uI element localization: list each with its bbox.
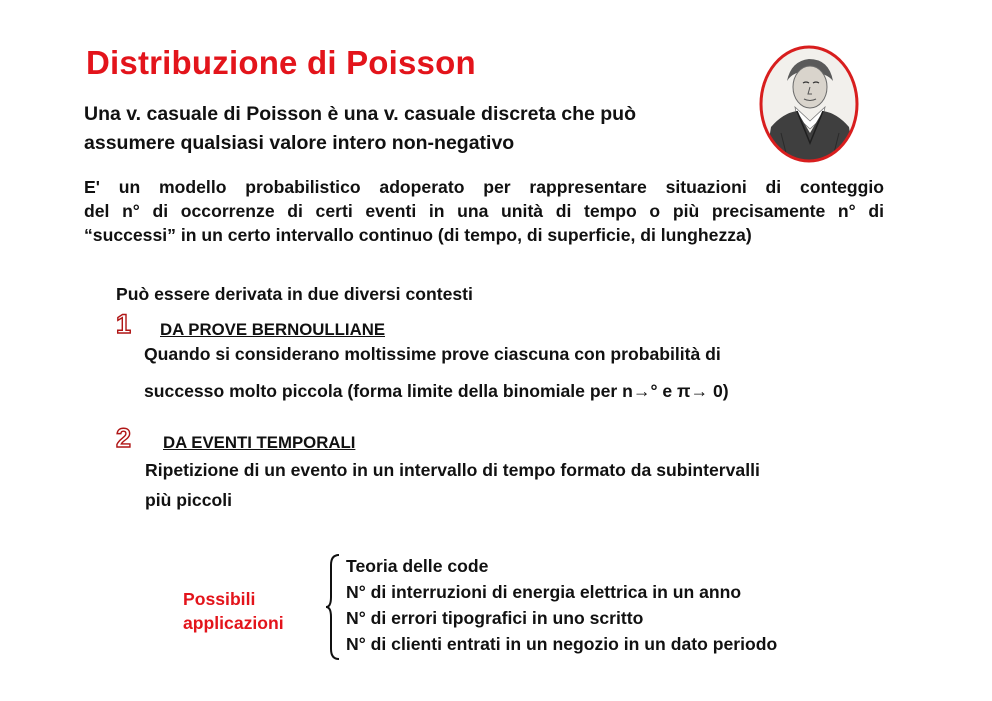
description-line: E' un modello probabilistico adoperato per rappresentare situazioni di conteggio xyxy=(84,177,884,197)
context-1-description-line: successo molto piccola (forma limite della binomiale per n→° e π→ 0) xyxy=(144,381,729,401)
application-item: N° di interruzioni di energia elettrica in un anno xyxy=(346,582,742,602)
context-number-1: 1 xyxy=(116,309,132,339)
context-2-description-line: più piccoli xyxy=(145,490,232,510)
applications-label xyxy=(183,587,284,635)
context-heading-bernoulli: DA PROVE BERNOULLIANE xyxy=(160,320,386,339)
poisson-portrait xyxy=(757,43,861,165)
applications-label-line: Possibili xyxy=(183,589,256,609)
contexts-intro: Può essere derivata in due diversi contesti xyxy=(116,284,473,304)
description-line: del n° di occorrenze di certi eventi in una unità di tempo o più precisamente n° di xyxy=(84,201,884,221)
application-item: N° di errori tipografici in uno scritto xyxy=(346,608,644,628)
definition-text xyxy=(84,100,744,158)
description-line: “successi” in un certo intervallo continuo (di tempo, di superficie, di lunghezza) xyxy=(84,225,752,245)
applications-list xyxy=(346,553,777,657)
context-number-2: 2 xyxy=(116,423,132,453)
definition-line: assumere qualsiasi valore intero non-negativo xyxy=(84,132,515,154)
applications-label-line: applicazioni xyxy=(183,613,284,633)
application-item: Teoria delle code xyxy=(346,556,489,576)
context-2-description-line: Ripetizione di un evento in un intervallo di tempo formato da subintervalli xyxy=(145,460,760,480)
definition-line: Una v. casuale di Poisson è una v. casuale discreta che può xyxy=(84,103,636,125)
context-1-description-line: Quando si considerano moltissime prove ciascuna con probabilità di xyxy=(144,344,721,364)
context-heading-temporal: DA EVENTI TEMPORALI xyxy=(163,433,356,452)
model-description xyxy=(84,175,884,247)
slide-title: Distribuzione di Poisson xyxy=(86,44,476,81)
curly-brace-icon xyxy=(325,553,341,661)
application-item: N° di clienti entrati in un negozio in un dato periodo xyxy=(346,634,778,654)
